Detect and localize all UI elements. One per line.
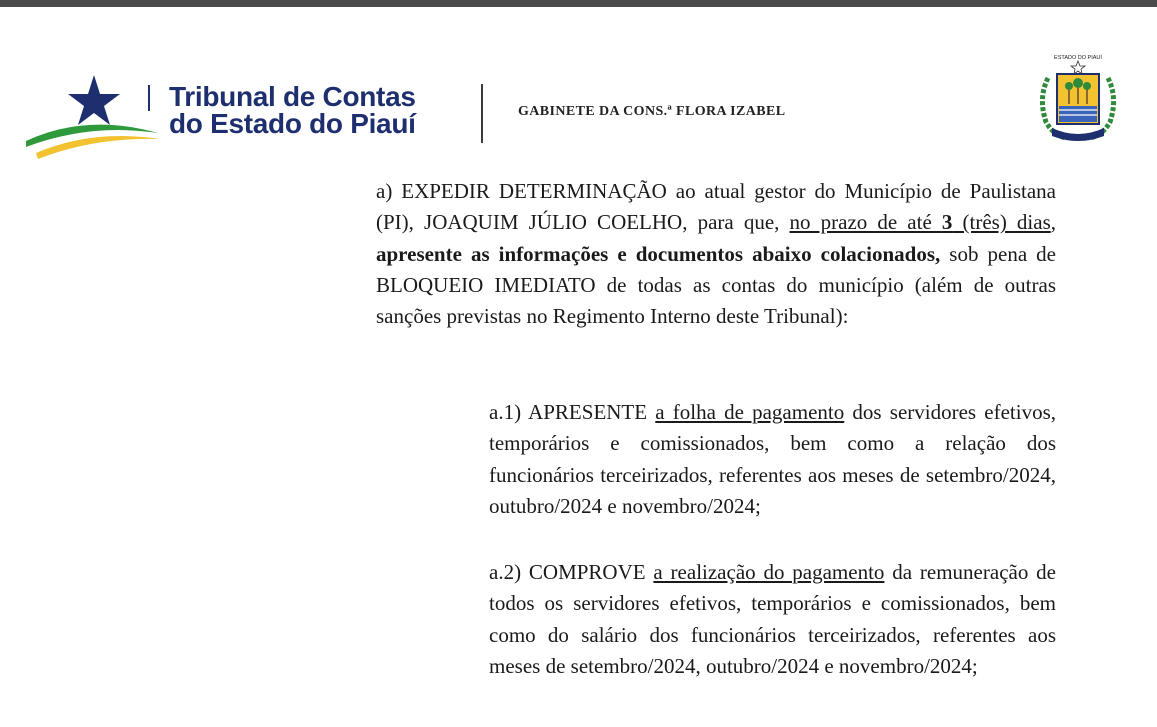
item-a-deadline: no prazo de até 3 (três) dias: [789, 210, 1051, 235]
item-a-text-3: sob pena de BLOQUEIO IMEDIATO de todas as contas do município (além de outras sanções previstas no Regimento Interno deste Tribunal):: [376, 241, 1057, 329]
item-a-bold-request: apresente as informações e documentos abaixo colacionados,: [376, 241, 941, 266]
org-name: [169, 83, 416, 137]
seal-caption: ESTADO DO PIAUÍ: [1054, 55, 1102, 61]
item-a2-text-1: a.2) COMPROVE: [489, 560, 654, 584]
item-a-paragraph: [376, 176, 1056, 332]
item-a2-paragraph: [489, 557, 1056, 682]
header-divider: [481, 84, 483, 143]
org-name-line2: do Estado do Piauí: [169, 108, 416, 139]
tce-star-swoosh-logo-icon: [24, 67, 164, 161]
cabinet-name: GABINETE DA CONS.ª FLORA IZABEL: [518, 104, 786, 119]
logo-divider: [148, 85, 150, 111]
org-name-line1: Tribunal de Contas: [169, 81, 416, 112]
item-a-text-2: ,: [1050, 210, 1056, 235]
item-a1-text-1: a.1) APRESENTE: [489, 400, 656, 424]
state-coat-of-arms-icon: [1034, 50, 1122, 148]
document-header: [0, 7, 1157, 177]
item-a1-text-2: dos servidores efetivos, temporários e comissionados, bem como a relação dos funcionários terceirizados, referentes aos meses de setembro/2024, outubro/2024 e novembro/2024;: [489, 400, 1056, 518]
item-a1-underlined: a folha de pagamento: [655, 400, 845, 424]
item-a2-text-2: da remuneração de todos os servidores efetivos, temporários e comissionados, bem como do salário dos funcionários terceirizados, referentes aos meses de setembro/2024, outubro/2024 e novembro/2024;: [489, 560, 1056, 678]
item-a-deadline-number: 3: [941, 210, 953, 235]
item-a2-underlined: a realização do pagamento: [653, 560, 885, 584]
item-a-text-1: a) EXPEDIR DETERMINAÇÃO ao atual gestor do Município de Paulistana (PI), JOAQUIM JÚLIO COELHO, para que,: [376, 179, 1056, 235]
item-a1-paragraph: [489, 397, 1056, 522]
top-bar: [0, 0, 1157, 7]
